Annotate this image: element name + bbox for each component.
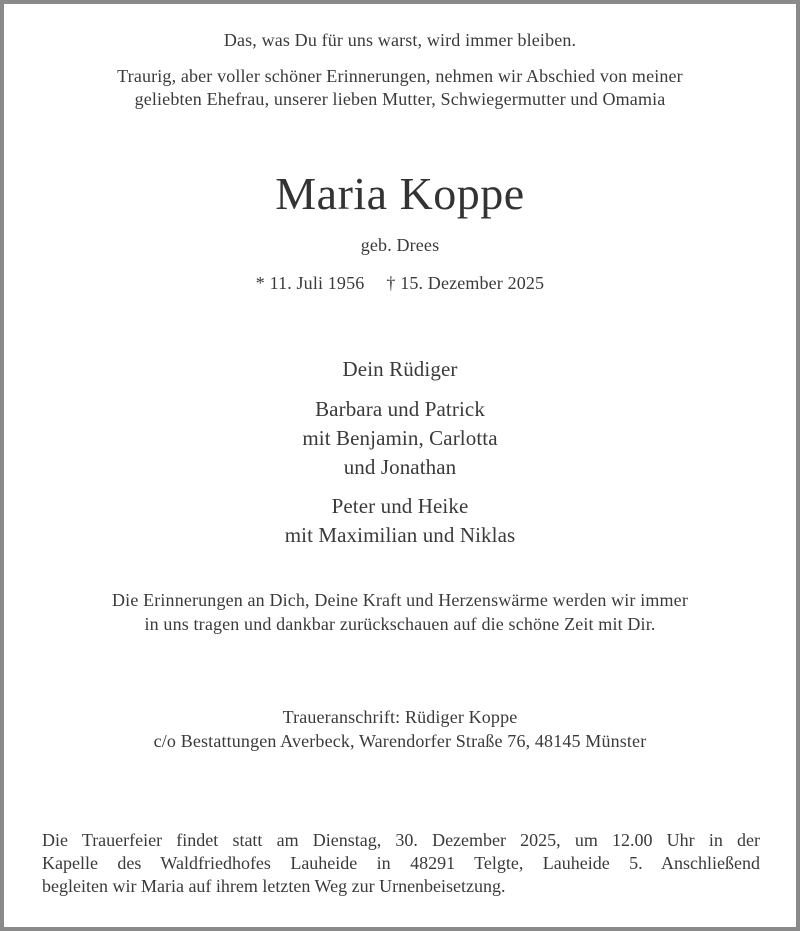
intro-line-2: geliebten Ehefrau, unserer lieben Mutter, Schwiegermutter und Omamia bbox=[134, 89, 666, 109]
mourner-spouse: Dein Rüdiger bbox=[342, 357, 458, 381]
life-dates bbox=[4, 273, 796, 294]
address-line-2: c/o Bestattungen Averbeck, Warendorfer Straße 76, 48145 Münster bbox=[153, 731, 647, 751]
deceased-name: Maria Koppe bbox=[275, 168, 525, 219]
mourner-family-2-line-2: mit Maximilian und Niklas bbox=[284, 523, 516, 547]
birth-date: * 11. Juli 1956 bbox=[255, 273, 365, 293]
funeral-details bbox=[42, 829, 760, 898]
motto: Das, was Du für uns warst, wird immer bleiben. bbox=[223, 30, 577, 50]
maiden-name: geb. Drees bbox=[360, 235, 440, 255]
memory-line-1: Die Erinnerungen an Dich, Deine Kraft und Herzenswärme werden wir immer bbox=[112, 590, 688, 610]
death-date: † 15. Dezember 2025 bbox=[386, 273, 545, 293]
intro-line-1: Traurig, aber voller schöner Erinnerungen, nehmen wir Abschied von meiner bbox=[117, 66, 683, 86]
mourner-family-1-line-1: Barbara und Patrick bbox=[315, 397, 485, 421]
funeral-line-2: Kapelle des Waldfriedhofes Lauheide in 48291 Telgte, Lauheide 5. Anschließend bbox=[42, 853, 760, 873]
mourner-family-2-line-1: Peter und Heike bbox=[331, 494, 469, 518]
memory-line-2: in uns tragen und dankbar zurückschauen auf die schöne Zeit mit Dir. bbox=[144, 614, 656, 634]
funeral-line-1: Die Trauerfeier findet statt am Dienstag, 30. Dezember 2025, um 12.00 Uhr in der bbox=[42, 830, 760, 850]
funeral-line-3: begleiten wir Maria auf ihrem letzten Weg zur Urnenbeisetzung. bbox=[42, 876, 506, 896]
mourner-family-1-line-3: und Jonathan bbox=[343, 455, 457, 479]
mourner-family-1-line-2: mit Benjamin, Carlotta bbox=[302, 426, 498, 450]
address-line-1: Traueranschrift: Rüdiger Koppe bbox=[282, 707, 518, 727]
